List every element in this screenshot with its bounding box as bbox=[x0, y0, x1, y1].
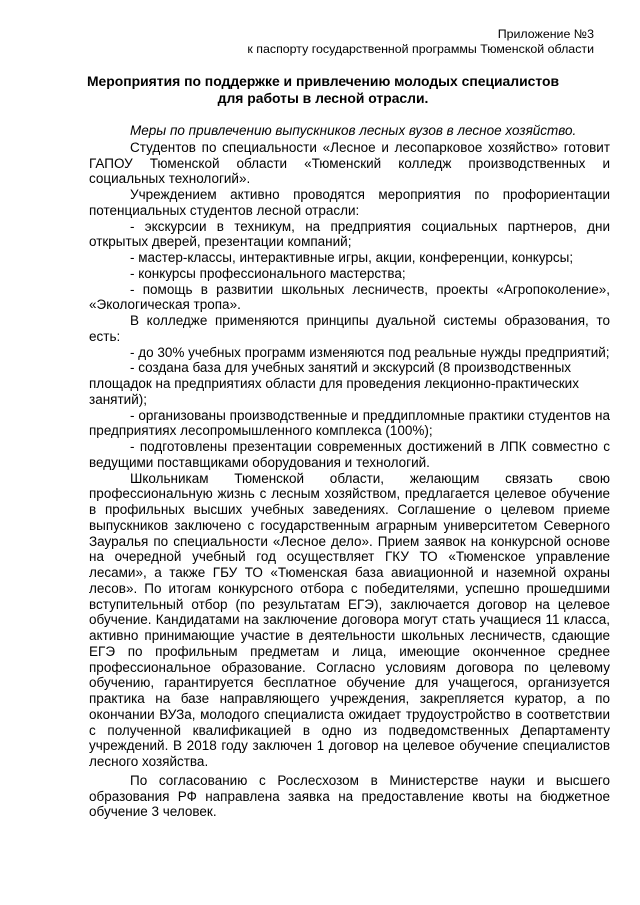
title-line-1: Мероприятия по поддержке и привлечению молодых специалистов bbox=[86, 73, 559, 89]
section-heading: Меры по привлечению выпускников лесных вузов в лесное хозяйство. bbox=[130, 123, 577, 138]
appendix-header bbox=[247, 27, 594, 56]
list-item: - организованы производственные и преддипломные практики студентов на предприятиях лесопромышленного комплекса (100%); bbox=[89, 407, 610, 439]
list-item: - помощь в развитии школьных лесничеств, проекты «Агропоколение», «Экологическая тропа». bbox=[89, 281, 610, 313]
appendix-reference: к паспорту государственной программы Тюменской области bbox=[247, 41, 594, 56]
document-body bbox=[89, 123, 610, 820]
document-title bbox=[60, 73, 586, 106]
list-item: - создана база для учебных занятий и экскурсий (8 производственных площадок на предприятиях области для проведения лекционно-практических занятий); bbox=[89, 360, 579, 407]
paragraph: В колледже применяются принципы дуальной системы образования, то есть: bbox=[89, 313, 610, 344]
list-item: - до 30% учебных программ изменяются под реальные нужды предприятий; bbox=[130, 344, 610, 360]
paragraph: Школьникам Тюменской области, желающим связать свою профессиональную жизнь с лесным хозяйством, предлагается целевое обучение в профильных высших учебных заведениях. Соглашение о целевом приеме выпускников заключено с государственным аграрным университетом Северного Зауралья по специальности «Лесное дело». Прием заявок на конкурсной основе на очередной учебный год осуществляет ГКУ ТО «Тюменское управление лесами», а также ГБУ ТО «Тюменская база авиационной и наземной охраны лесов». По итогам конкурсного отбора с победителями, успешно прошедшими вступительный отбор (по результатам ЕГЭ), заключается договор на целевое обучение. Кандидатами на заключение договора могут стать учащиеся 11 класса, активно принимающие участие в деятельности школьных лесничеств, сдающие ЕГЭ по профильным предметам и лица, имеющие оконченное среднее профессиональное образование. Согласно условиям договора по целевому обучению, гарантируется бесплатное обучение для учащегося, организуется практика на базе направляющего учреждения, закрепляется куратор, а по окончании ВУЗа, молодого специалиста ожидает трудоустройство в соответствии с полученной квалификацией в одно из подведомственных Департаменту учреждений. В 2018 году заключен 1 договор на целевое обучение специалистов лесного хозяйства. bbox=[89, 470, 610, 769]
list-item: - конкурсы профессионального мастерства; bbox=[130, 265, 406, 281]
paragraph: Учреждением активно проводятся мероприятия по профориентации потенциальных студентов лесной отрасли: bbox=[89, 187, 610, 218]
paragraph: По согласованию с Рослесхозом в Министерстве науки и высшего образования РФ направлена заявка на предоставление квоты на бюджетное обучение 3 человек. bbox=[89, 772, 610, 820]
title-line-2: для работы в лесной отрасли. bbox=[217, 89, 429, 106]
list-item: - мастер-классы, интерактивные игры, акции, конференции, конкурсы; bbox=[130, 250, 574, 265]
list-item: - экскурсии в техникум, на предприятия социальных партнеров, дни открытых дверей, презентации компаний; bbox=[89, 218, 610, 250]
list-item: - подготовлены презентации современных достижений в ЛПК совместно с ведущими поставщиками оборудования и технологий. bbox=[89, 439, 610, 470]
appendix-number: Приложение №3 bbox=[497, 27, 594, 41]
paragraph: Студентов по специальности «Лесное и лесопарковое хозяйство» готовит ГАПОУ Тюменской области «Тюменский колледж производственных и социальных технологий». bbox=[89, 139, 610, 187]
